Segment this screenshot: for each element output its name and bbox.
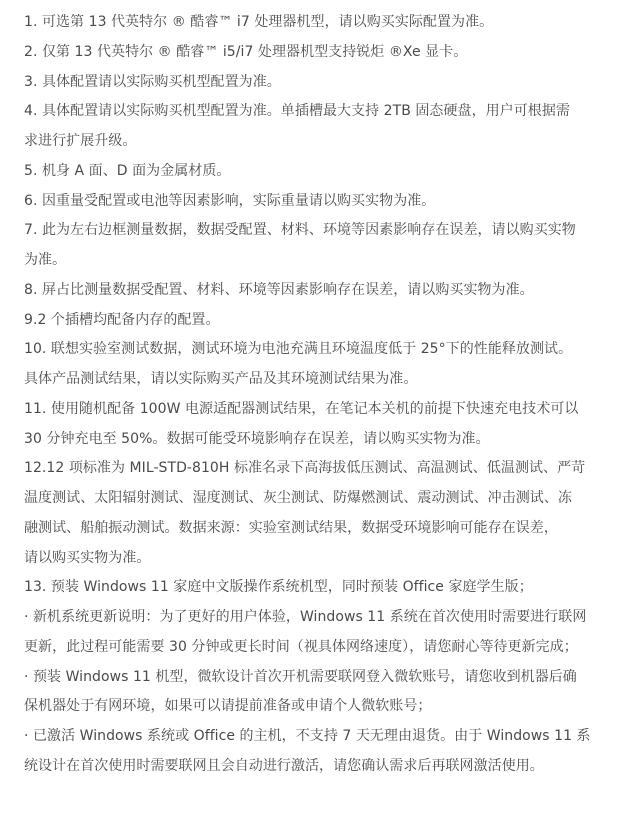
footnote-line: 9.2 个插槽均配备内存的配置。 xyxy=(24,311,220,328)
footnote-line: 7. 此为左右边框测量数据，数据受配置、材料、环境等因素影响存在误差，请以购买实物 xyxy=(24,222,576,239)
footnote-line: 3. 具体配置请以实际购买机型配置为准。 xyxy=(24,73,281,90)
footnote-line: 6. 因重量受配置或电池等因素影响，实际重量请以购买实物为准。 xyxy=(24,192,436,209)
footnote-line: 13. 预装 Windows 11 家庭中文版操作系统机型，同时预装 Office 家庭学生版； xyxy=(24,579,533,596)
footnote-line: · 预装 Windows 11 机型，微软设计首次开机需要联网登入微软账号，请您收到机器后确 xyxy=(24,668,577,685)
footnote-line: 温度测试、太阳辐射测试、湿度测试、灰尘测试、防爆燃测试、震动测试、冲击测试、冻 xyxy=(24,490,572,506)
footnote-line: 更新，此过程可能需要 30 分钟或更长时间（视具体网络速度），请您耐心等待更新完成； xyxy=(24,638,578,655)
footnote-line: 请以购买实物为准。 xyxy=(24,549,151,566)
footnote-line: 2. 仅第 13 代英特尔 ® 酷睿™ i5/i7 处理器机型支持锐炬 ®Xe 显卡。 xyxy=(24,43,468,60)
footnote-line: 8. 屏占比测量数据受配置、材料、环境等因素影响存在误差，请以购买实物为准。 xyxy=(24,281,534,298)
footnote-line: 求进行扩展升级。 xyxy=(24,133,137,149)
footnote-line: 30 分钟充电至 50%。数据可能受环境影响存在误差，请以购买实物为准。 xyxy=(24,430,490,447)
footnote-line: 具体产品测试结果，请以实际购买产品及其环境测试结果为准。 xyxy=(24,371,418,387)
footnote-line: 12.12 项标准为 MIL-STD-810H 标准名录下高海拔低压测试、高温测试、低温测试、严苛 xyxy=(24,460,586,477)
footnote-line: 10. 联想实验室测试数据，测试环境为电池充满且环境温度低于 25°下的性能释放测试。 xyxy=(24,341,573,358)
footnote-line: 4. 具体配置请以实际购买机型配置为准。单插槽最大支持 2TB 固态硬盘，用户可根据需 xyxy=(24,103,570,120)
footnote-line: 1. 可选第 13 代英特尔 ® 酷睿™ i7 处理器机型，请以购买实际配置为准。 xyxy=(24,14,494,30)
footnote-line: · 已激活 Windows 系统或 Office 的主机，不支持 7 天无理由退货。由于 Windows 11 系 xyxy=(24,728,591,744)
footnote-line: 5. 机身 A 面、D 面为金属材质。 xyxy=(24,162,231,179)
footnote-line: 融测试、船舶振动测试。数据来源：实验室测试结果，数据受环境影响可能存在误差， xyxy=(24,519,558,536)
footnote-line: 11. 使用随机配备 100W 电源适配器测试结果，在笔记本关机的前提下快速充电技术可以 xyxy=(24,400,579,417)
footnote-line: 保机器处于有网环境，如果可以请提前准备或申请个人微软账号； xyxy=(24,698,432,715)
footnote-line: 为准。 xyxy=(24,252,67,268)
footnote-line: · 新机系统更新说明：为了更好的用户体验，Windows 11 系统在首次使用时需要进行联网 xyxy=(24,609,587,625)
footnote-line: 统设计在首次使用时需要联网且会自动进行激活，请您确认需求后再联网激活使用。 xyxy=(24,757,544,774)
